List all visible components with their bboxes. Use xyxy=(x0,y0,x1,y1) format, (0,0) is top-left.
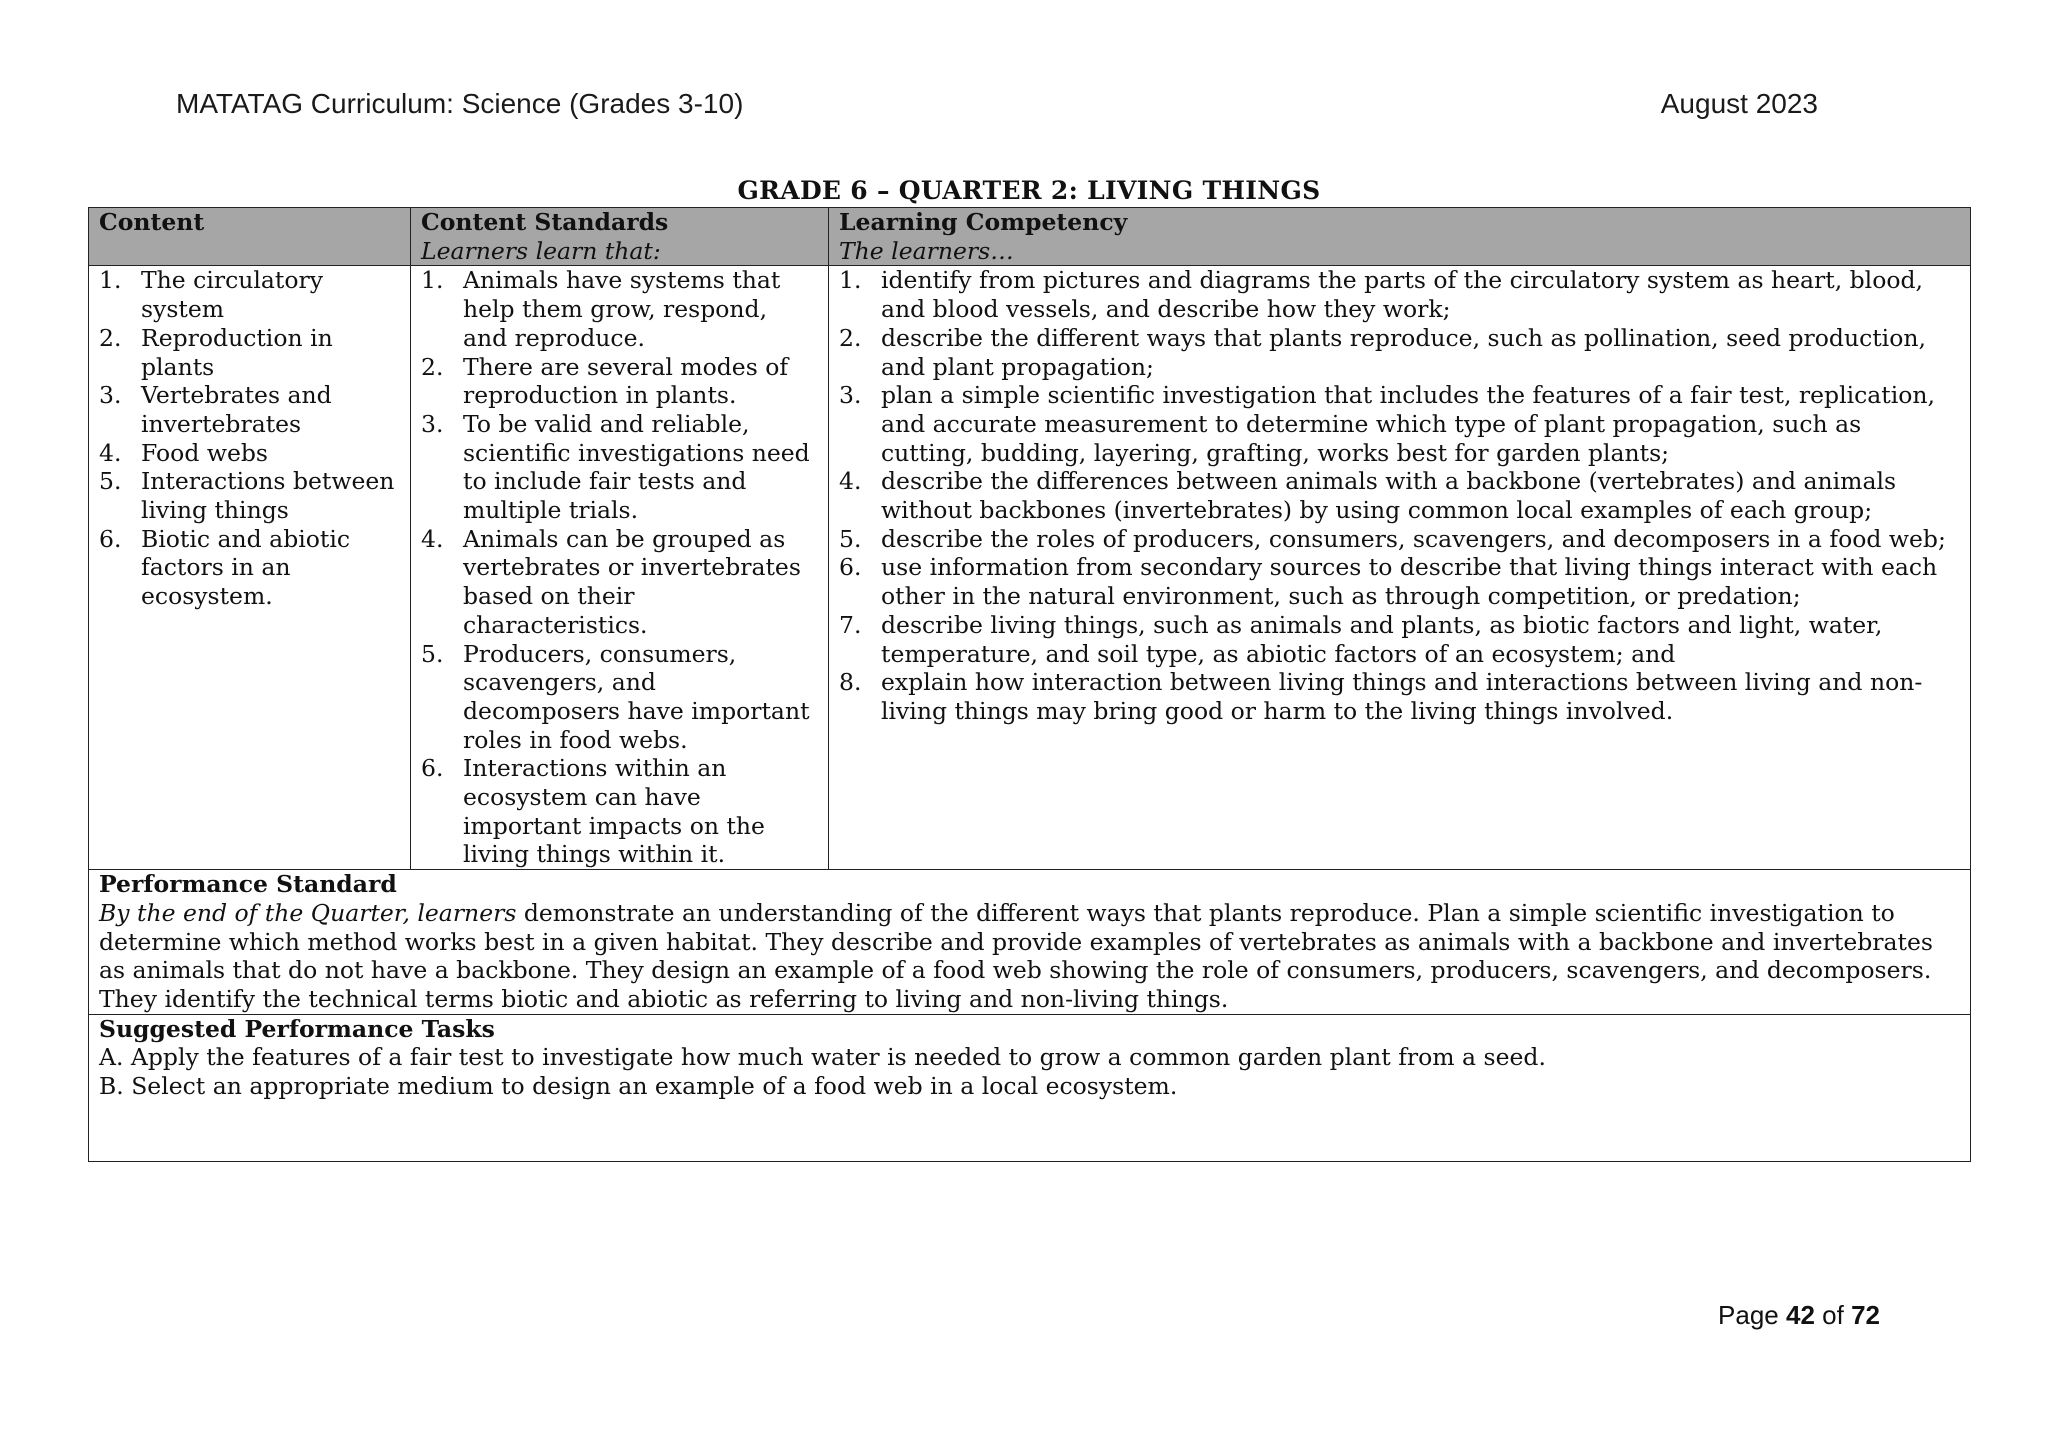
list-text: Biotic and abiotic factors in an ecosystem. xyxy=(141,524,351,611)
list-text: The circulatory system xyxy=(141,266,324,324)
list-text: Vertebrates and invertebrates xyxy=(141,381,332,438)
content-standards-list xyxy=(421,266,818,869)
list-text: Interactions within an ecosystem can have important impacts on the living things within it. xyxy=(463,754,765,869)
column-subtitle: Learners learn that: xyxy=(421,236,661,265)
page-title: GRADE 6 – QUARTER 2: LIVING THINGS xyxy=(737,176,1321,205)
list-item xyxy=(839,381,1960,467)
list-number: 3. xyxy=(99,381,122,410)
column-subtitle: The learners… xyxy=(839,236,1014,265)
list-number: 3. xyxy=(839,381,862,410)
column-header-content-standards xyxy=(411,208,829,266)
learning-competency-list xyxy=(839,266,1960,725)
list-number: 2. xyxy=(839,323,862,352)
list-number: 5. xyxy=(839,524,862,553)
list-text: Producers, consumers, scavengers, and decomposers have important roles in food webs. xyxy=(463,639,810,754)
list-number: 2. xyxy=(99,323,122,352)
list-item xyxy=(99,467,400,524)
list-text: describe the roles of producers, consumers, scavengers, and decomposers in a food web; xyxy=(881,524,1946,553)
column-title: Content xyxy=(99,208,205,236)
header-left-title: MATATAG Curriculum: Science (Grades 3-10) xyxy=(176,88,744,119)
column-title: Content Standards xyxy=(421,208,669,236)
page-label: Page xyxy=(1718,1300,1779,1330)
list-text: describe the different ways that plants reproduce, such as pollination, seed production, and plant propagation; xyxy=(881,323,1926,381)
column-header-content xyxy=(89,208,411,266)
page-number xyxy=(1718,1300,1880,1331)
list-number: 6. xyxy=(421,754,444,783)
list-item xyxy=(421,754,818,869)
list-item xyxy=(421,266,818,352)
performance-standard-cell xyxy=(89,870,1971,1015)
list-item xyxy=(839,668,1960,725)
list-number: 1. xyxy=(839,266,862,295)
list-item xyxy=(99,439,400,468)
header-date: August 2023 xyxy=(1660,88,1818,119)
list-text: There are several modes of reproduction in plants. xyxy=(463,352,789,410)
page-current: 42 xyxy=(1786,1300,1815,1330)
list-number: 4. xyxy=(839,467,862,496)
performance-tasks-title: Suggested Performance Tasks xyxy=(99,1014,495,1043)
list-number: 6. xyxy=(839,553,862,582)
performance-standard-body: demonstrate an understanding of the different ways that plants reproduce. Plan a simple scientific investigation to determine which method works best in a given habitat. They describe and provide examples of vertebrates as animals with a backbone and invertebrates as animals that do not have a backbone. They design an example of a food web showing the role of consumers, producers, scavengers, and decomposers. They identify the technical terms biotic and abiotic as referring to living and non-living things. xyxy=(99,898,1933,1013)
list-number: 3. xyxy=(421,409,444,438)
list-number: 1. xyxy=(99,266,122,295)
performance-standard-row xyxy=(89,870,1971,1015)
list-number: 4. xyxy=(421,524,444,553)
content-standards-cell xyxy=(411,266,829,870)
list-number: 6. xyxy=(99,524,122,553)
list-text: Animals can be grouped as vertebrates or invertebrates based on their characteristics. xyxy=(463,524,801,639)
performance-tasks-cell xyxy=(89,1014,1971,1161)
list-number: 2. xyxy=(421,352,444,381)
of-label: of xyxy=(1822,1300,1844,1330)
list-text: explain how interaction between living things and interactions between living and non-living things may bring good or harm to the living things involved. xyxy=(881,668,1923,725)
list-item xyxy=(421,525,818,640)
list-text: plan a simple scientific investigation that includes the features of a fair test, replication, and accurate measurement to determine which type of plant propagation, such as cutting, budding, layering, grafting, works best for garden plants; xyxy=(881,381,1936,467)
table-row xyxy=(89,266,1971,870)
list-text: Food webs xyxy=(141,438,268,467)
column-title: Learning Competency xyxy=(839,208,1128,236)
column-header-learning-competency xyxy=(829,208,1971,266)
list-item xyxy=(421,353,818,410)
learning-competency-cell xyxy=(829,266,1971,870)
list-text: Animals have systems that help them grow, respond, and reproduce. xyxy=(463,266,781,352)
page-total: 72 xyxy=(1851,1300,1880,1330)
list-text: use information from secondary sources to describe that living things interact with each other in the natural environment, such as through competition, or predation; xyxy=(881,553,1938,611)
list-item xyxy=(839,525,1960,554)
curriculum-table xyxy=(88,207,1971,1162)
content-cell xyxy=(89,266,411,870)
list-number: 4. xyxy=(99,438,122,467)
list-text: describe the differences between animals with a backbone (vertebrates) and animals without backbones (invertebrates) by using common local examples of each group; xyxy=(881,467,1897,525)
performance-standard-title: Performance Standard xyxy=(99,870,397,899)
list-item xyxy=(99,324,400,381)
list-number: 5. xyxy=(99,467,122,496)
list-text: To be valid and reliable, scientific investigations need to include fair tests and multiple trials. xyxy=(463,409,810,525)
content-list xyxy=(99,266,400,610)
list-number: 7. xyxy=(839,610,862,639)
list-item xyxy=(421,640,818,755)
list-number: 1. xyxy=(421,266,444,295)
list-item xyxy=(839,553,1960,610)
list-number: 8. xyxy=(839,668,862,697)
list-text: identify from pictures and diagrams the parts of the circulatory system as heart, blood, and blood vessels, and describe how they work; xyxy=(881,266,1924,324)
performance-task-b: B. Select an appropriate medium to design an example of a food web in a local ecosystem. xyxy=(99,1072,1178,1101)
list-item xyxy=(421,410,818,525)
list-item xyxy=(99,525,400,611)
list-item xyxy=(839,467,1960,524)
list-item xyxy=(839,324,1960,381)
performance-task-a: A. Apply the features of a fair test to investigate how much water is needed to grow a common garden plant from a seed. xyxy=(99,1043,1546,1072)
performance-tasks-row xyxy=(89,1014,1971,1161)
list-item xyxy=(99,381,400,438)
performance-standard-lead: By the end of the Quarter, learners xyxy=(99,898,517,927)
list-text: Interactions between living things xyxy=(141,467,395,525)
list-item xyxy=(99,266,400,323)
list-text: describe living things, such as animals and plants, as biotic factors and light, water, temperature, and soil type, as abiotic factors of an ecosystem; and xyxy=(881,610,1883,668)
table-header-row xyxy=(89,208,1971,266)
list-item xyxy=(839,266,1960,323)
list-text: Reproduction in plants xyxy=(141,323,333,381)
list-item xyxy=(839,611,1960,668)
list-number: 5. xyxy=(421,639,444,668)
